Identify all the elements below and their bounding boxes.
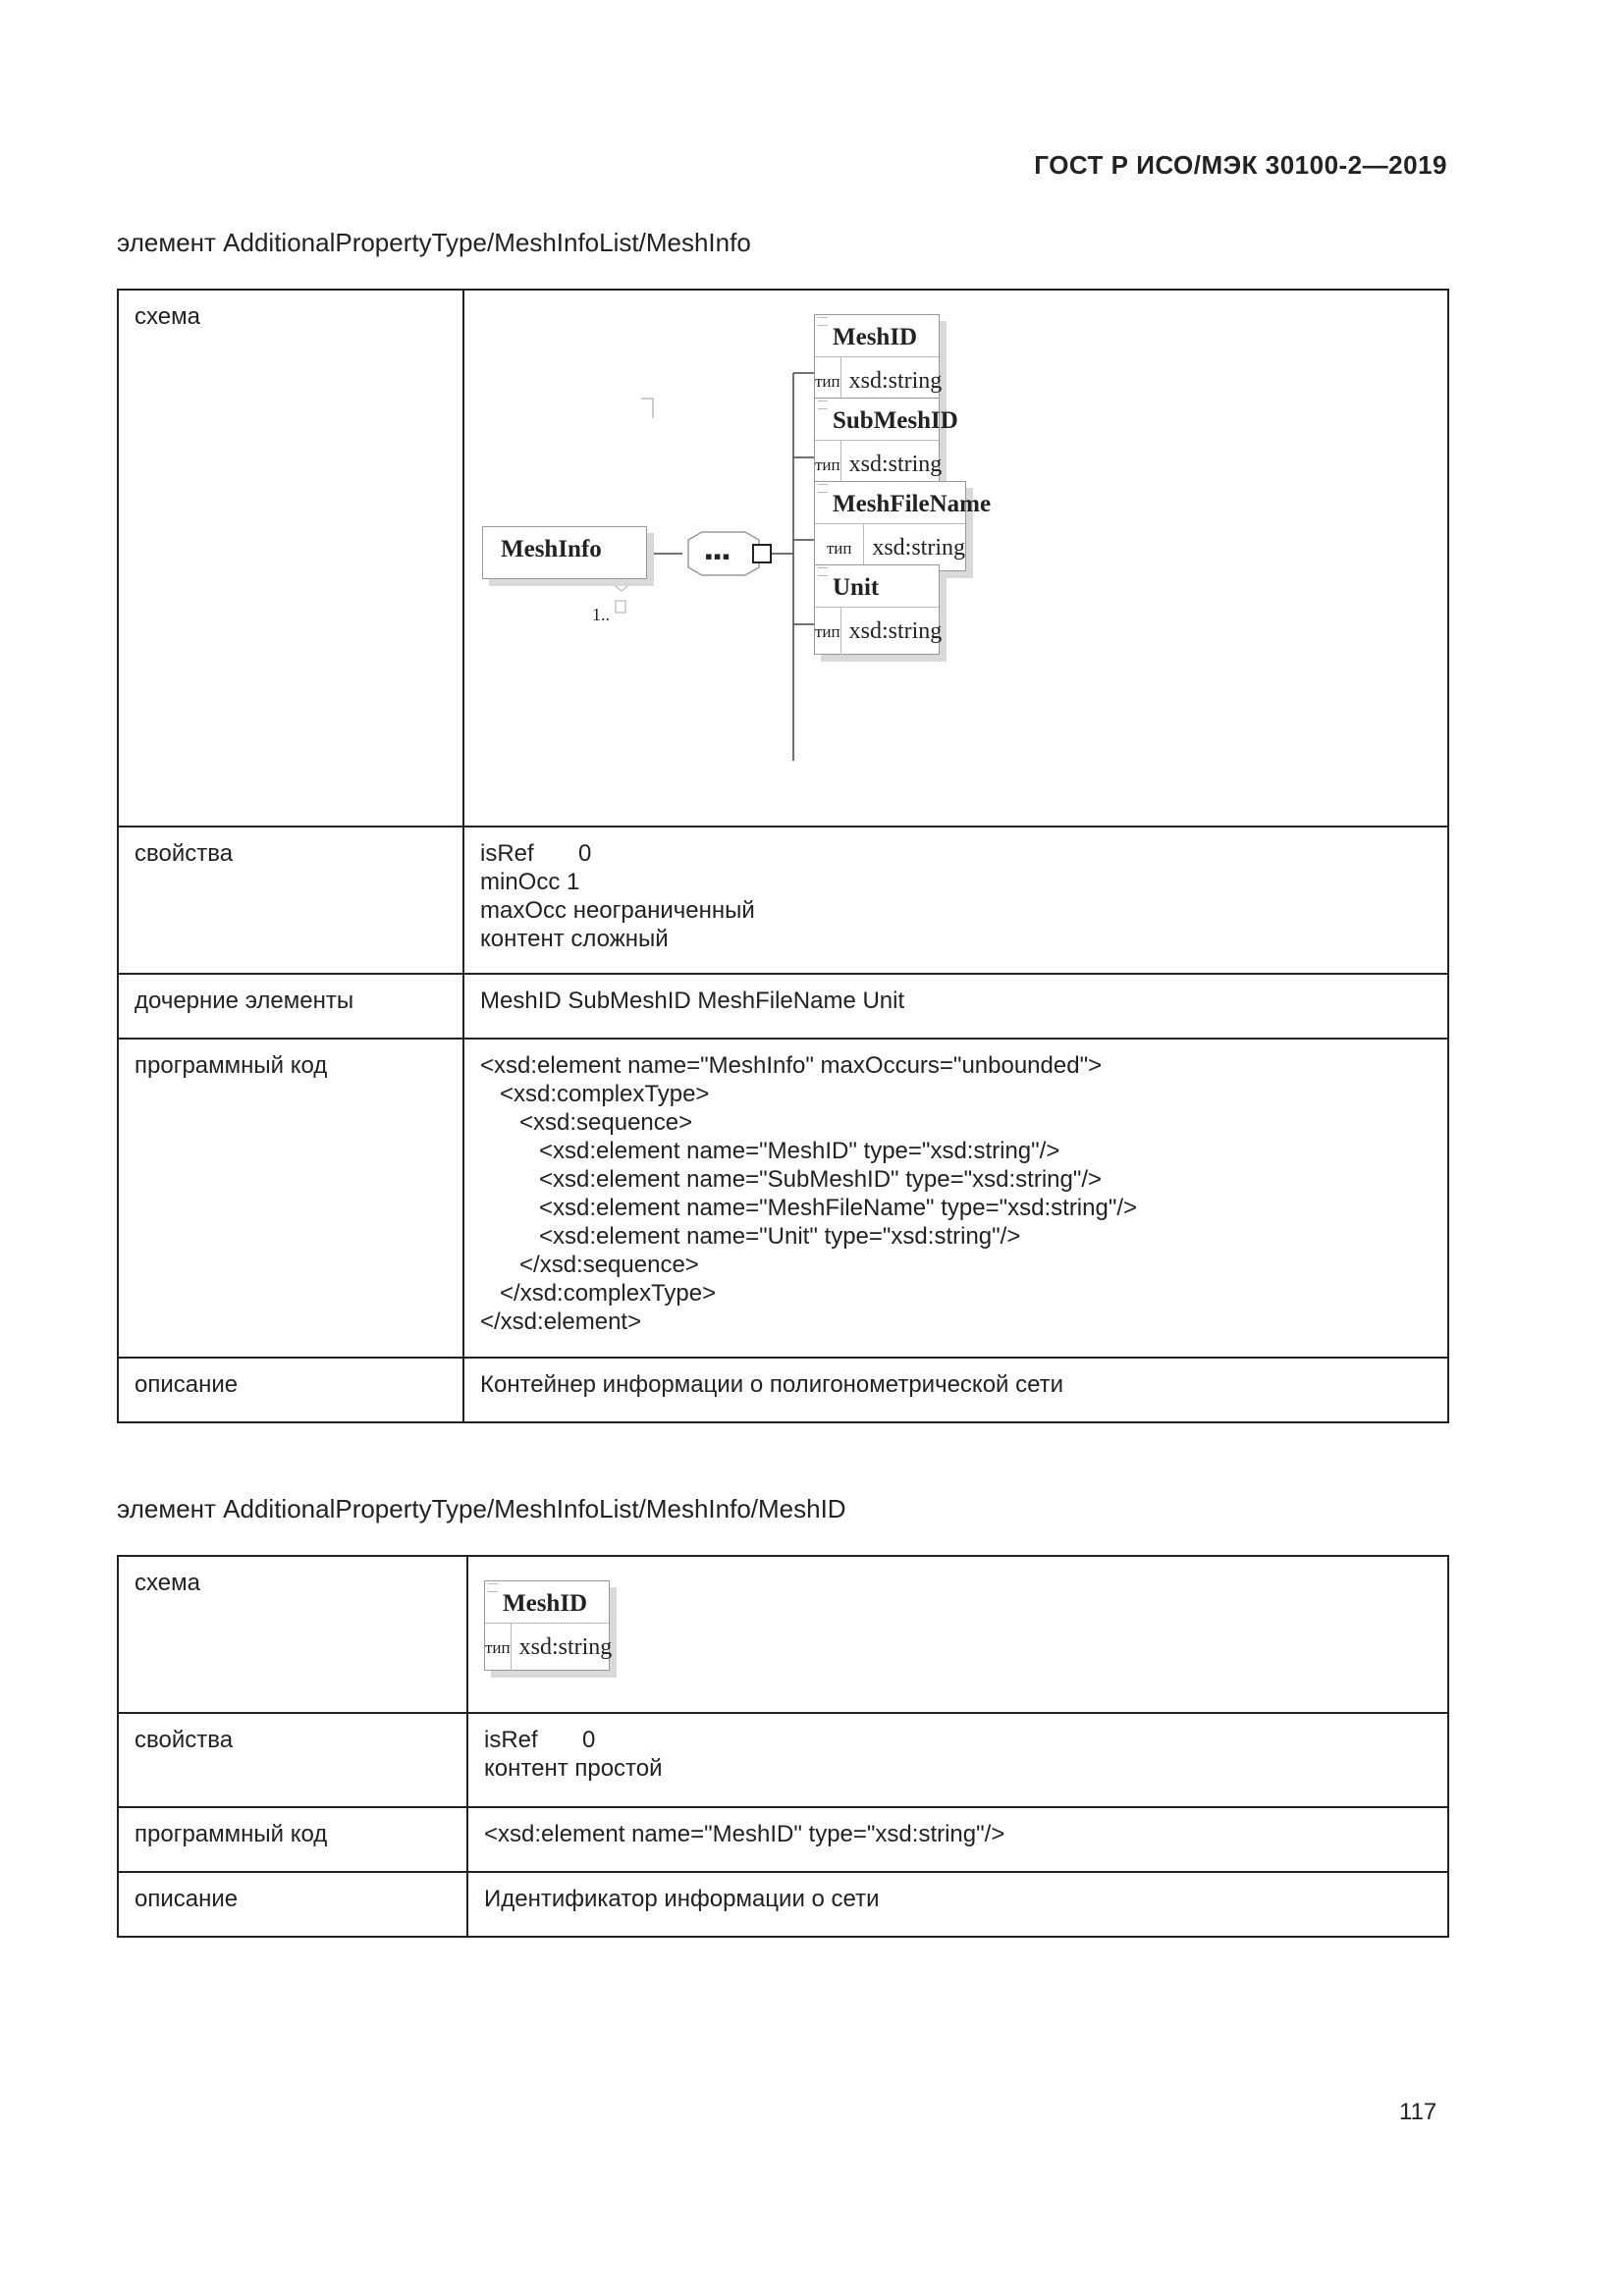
- type-label: тип: [815, 441, 841, 488]
- child-name: Unit: [833, 574, 880, 601]
- multiplicity: 1..: [592, 605, 610, 624]
- schema-diagram: [467, 1556, 1448, 1713]
- type-value: xsd:string: [848, 367, 943, 394]
- sequence-expand-square: [753, 545, 771, 562]
- prop-key: minOcc: [480, 869, 561, 895]
- diagram-meshid-box: [484, 1580, 613, 1671]
- properties-label: свойства: [118, 1713, 467, 1807]
- type-value: xsd:string: [848, 451, 943, 477]
- schema-label: схема: [118, 1556, 467, 1713]
- section2-title: элемент AdditionalPropertyType/MeshInfoList/MeshInfo/MeshID: [117, 1494, 846, 1523]
- description-label: описание: [118, 1872, 467, 1937]
- prop-value: сложный: [570, 926, 669, 952]
- prop-value: 0: [582, 1727, 596, 1753]
- child-box-unit: [814, 564, 943, 655]
- code-block: <xsd:element name="MeshID" type="xsd:string"/>: [467, 1807, 1448, 1872]
- prop-value: 1: [567, 869, 580, 895]
- schema-label: схема: [118, 290, 463, 827]
- child-name: MeshID: [833, 324, 918, 350]
- child-box-submeshid: [814, 398, 958, 488]
- prop-key: контент: [480, 926, 565, 952]
- prop-key: isRef: [480, 840, 534, 867]
- child-name: SubMeshID: [833, 407, 958, 434]
- type-value: xsd:string: [872, 534, 965, 561]
- type-value: xsd:string: [848, 617, 943, 644]
- child-box-meshid: [814, 314, 943, 404]
- type-value: xsd:string: [518, 1633, 613, 1660]
- child-box-meshfilename: [814, 481, 992, 571]
- children-label: дочерние элементы: [118, 974, 463, 1039]
- properties-label: свойства: [118, 827, 463, 974]
- properties-cell: [463, 827, 1448, 974]
- type-label: тип: [815, 357, 841, 404]
- description-value: Идентификатор информации о сети: [467, 1872, 1448, 1937]
- diagram-root-box: [482, 526, 647, 579]
- code-label: программный код: [118, 1039, 463, 1358]
- standard-header: ГОСТ Р ИСО/МЭК 30100-2—2019: [1034, 150, 1447, 180]
- type-label: тип: [485, 1624, 512, 1671]
- sequence-symbol: ▪▪▪: [705, 544, 731, 568]
- code-label: программный код: [118, 1807, 467, 1872]
- prop-key: isRef: [484, 1727, 538, 1753]
- section2-table: [117, 1555, 1449, 1938]
- type-label: тип: [815, 524, 864, 571]
- section1-title: элемент AdditionalPropertyType/MeshInfoList/MeshInfo: [117, 228, 751, 257]
- page-number: 117: [1399, 2099, 1437, 2125]
- prop-value: 0: [578, 840, 592, 867]
- child-name: MeshFileName: [833, 491, 992, 517]
- diagram-root-name: MeshInfo: [501, 536, 602, 562]
- section1-table: [117, 289, 1449, 1423]
- description-value: Контейнер информации о полигонометрической сети: [463, 1358, 1448, 1422]
- prop-value: простой: [574, 1755, 663, 1782]
- diagram-name: MeshID: [503, 1590, 588, 1617]
- schema-diagram: [463, 290, 1448, 827]
- code-block: <xsd:element name="MeshInfo" maxOccurs="unbounded"> <xsd:complexType> <xsd:sequence> <xsd:element name="MeshID" type="xsd:string"/> <xsd:element name="SubMeshID" type="xsd:string"/> <xsd:element name="MeshFileName" type="xsd:string"/> <xsd:element name="Unit" type="xsd:string"/> </xsd:sequence> </xsd:complexType> </xsd:element>: [463, 1039, 1448, 1358]
- prop-key: maxOcc: [480, 897, 568, 924]
- children-value: MeshID SubMeshID MeshFileName Unit: [463, 974, 1448, 1039]
- prop-value: неограниченный: [572, 897, 755, 924]
- properties-cell: [467, 1713, 1448, 1807]
- type-label: тип: [815, 608, 841, 655]
- prop-key: контент: [484, 1755, 568, 1782]
- description-label: описание: [118, 1358, 463, 1422]
